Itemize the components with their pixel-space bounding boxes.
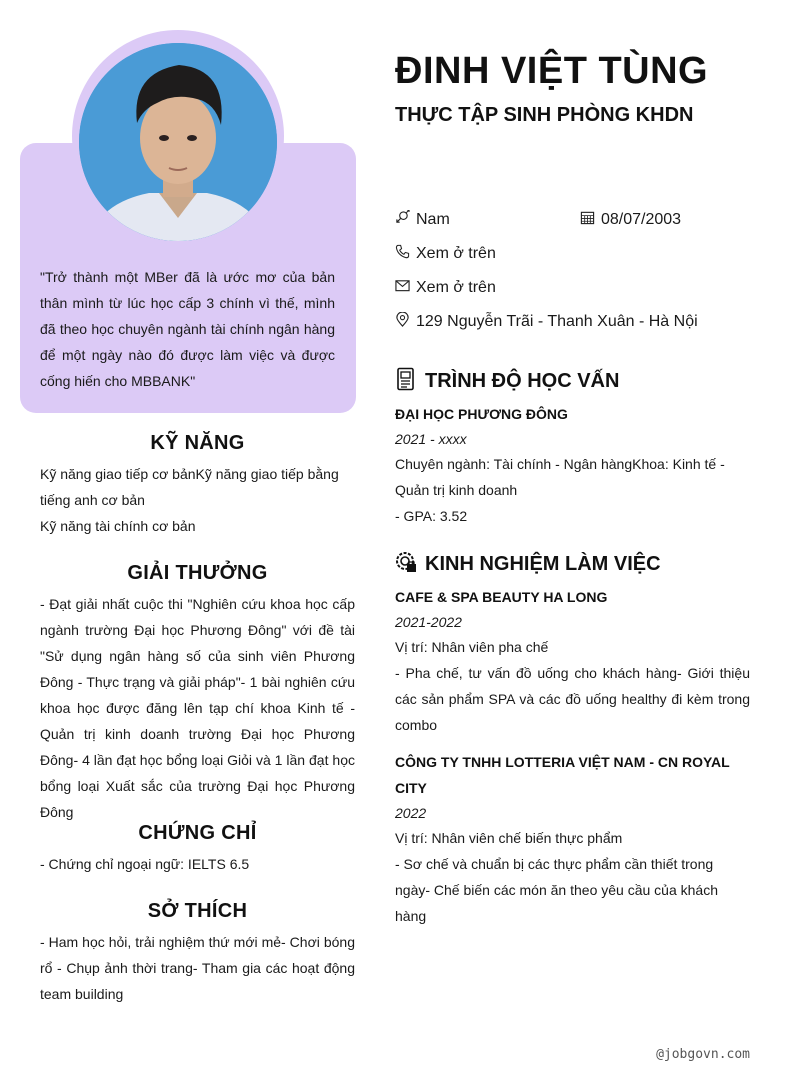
watermark: @jobgovn.com (656, 1047, 750, 1062)
hobbies-section (40, 900, 355, 1007)
job-description: - Sơ chế và chuẩn bị các thực phẩm cần thiết trong ngày- Chế biến các món ăn theo yêu cầu của khách hàng (395, 856, 718, 924)
job-description: - Pha chế, tư vấn đồ uống cho khách hàng- Giới thiệu các sản phẩm SPA và các đồ uống healthy đi kèm trong combo (395, 665, 750, 733)
candidate-name: ĐINH VIỆT TÙNG (395, 50, 709, 92)
profile-photo (79, 43, 277, 241)
experience-header (395, 550, 661, 579)
job-position: Vị trí: Nhân viên chế biến thực phẩm (395, 830, 623, 846)
job-period: 2021-2022 (395, 614, 462, 630)
job-item (395, 749, 750, 929)
education-header (395, 367, 619, 396)
school-name: ĐẠI HỌC PHƯƠNG ĐÔNG (395, 406, 568, 422)
awards-title: GIẢI THƯỞNG (127, 562, 268, 584)
gender-icon (395, 210, 410, 230)
birthday-info (580, 210, 681, 230)
skills-section (40, 432, 355, 539)
phone-info (395, 244, 496, 264)
education-period: 2021 - xxxx (395, 431, 467, 447)
awards-text: - Đạt giải nhất cuộc thi "Nghiên cứu khoa học cấp ngành trường Đại học Phương Đông" với đề tài "Sử dụng ngân hàng số của sinh viên Phương Đông - Thực trạng và giải pháp"- 1 bài nghiên cứu khoa học được đăng lên tạp chí khoa Kinh tế - Quản trị kinh doanh trường Đại học Phương Đông- 4 lần đạt học bổng loại Giỏi và 1 lần đạt học bổng loại Xuất sắc của trường Đại học Phương Đông (40, 596, 355, 820)
phone-icon (395, 244, 410, 264)
experience-title: KINH NGHIỆM LÀM VIỆC (425, 553, 661, 575)
awards-section (40, 562, 355, 825)
job-period: 2022 (395, 805, 427, 821)
job-company: CÔNG TY TNHH LOTTERIA VIỆT NAM - CN ROYAL CITY (395, 754, 730, 796)
job-item (395, 584, 750, 738)
email-value: Xem ở trên (416, 279, 496, 296)
certificates-title: CHỨNG CHỈ (138, 822, 257, 844)
address-info (395, 312, 698, 332)
address-value: 129 Nguyễn Trãi - Thanh Xuân - Hà Nội (416, 313, 698, 330)
certificates-text: - Chứng chỉ ngoại ngữ: IELTS 6.5 (40, 856, 250, 872)
experience-icon (395, 550, 417, 579)
calendar-icon (580, 210, 595, 230)
birthday-value: 08/07/2003 (601, 211, 682, 228)
education-major: Chuyên ngành: Tài chính - Ngân hàngKhoa: Kinh tế - Quản trị kinh doanh (395, 456, 725, 498)
job-position: Vị trí: Nhân viên pha chế (395, 639, 549, 655)
hobbies-title: SỞ THÍCH (147, 900, 248, 922)
phone-value: Xem ở trên (416, 245, 496, 262)
gender-value: Nam (416, 211, 450, 228)
education-icon (395, 367, 417, 396)
candidate-role: THỰC TẬP SINH PHÒNG KHDN (395, 104, 694, 126)
personal-quote: "Trở thành một MBer đã là ước mơ của bản thân mình từ lúc học cấp 3 chính vì thế, mình đã theo học chuyên ngành tài chính ngân hàng để một ngày nào đó được làm việc và được cống hiến cho MBBANK" (40, 269, 335, 389)
location-icon (395, 312, 410, 332)
gender-info (395, 210, 450, 230)
hobbies-text: - Ham học hỏi, trải nghiệm thứ mới mẻ- Chơi bóng rổ - Chụp ảnh thời trang- Tham gia các hoạt động team building (40, 934, 355, 1002)
education-title: TRÌNH ĐỘ HỌC VẤN (425, 370, 620, 392)
education-gpa: - GPA: 3.52 (395, 508, 468, 524)
skill-line: Kỹ năng tài chính cơ bản (40, 518, 196, 534)
education-block (395, 401, 750, 529)
skill-line: Kỹ năng giao tiếp cơ bảnKỹ năng giao tiếp bằng tiếng anh cơ bản (40, 466, 339, 508)
email-info (395, 278, 496, 298)
skills-title: KỸ NĂNG (150, 432, 245, 454)
certificates-section (40, 822, 355, 877)
job-company: CAFE & SPA BEAUTY HA LONG (395, 589, 608, 605)
email-icon (395, 278, 410, 298)
